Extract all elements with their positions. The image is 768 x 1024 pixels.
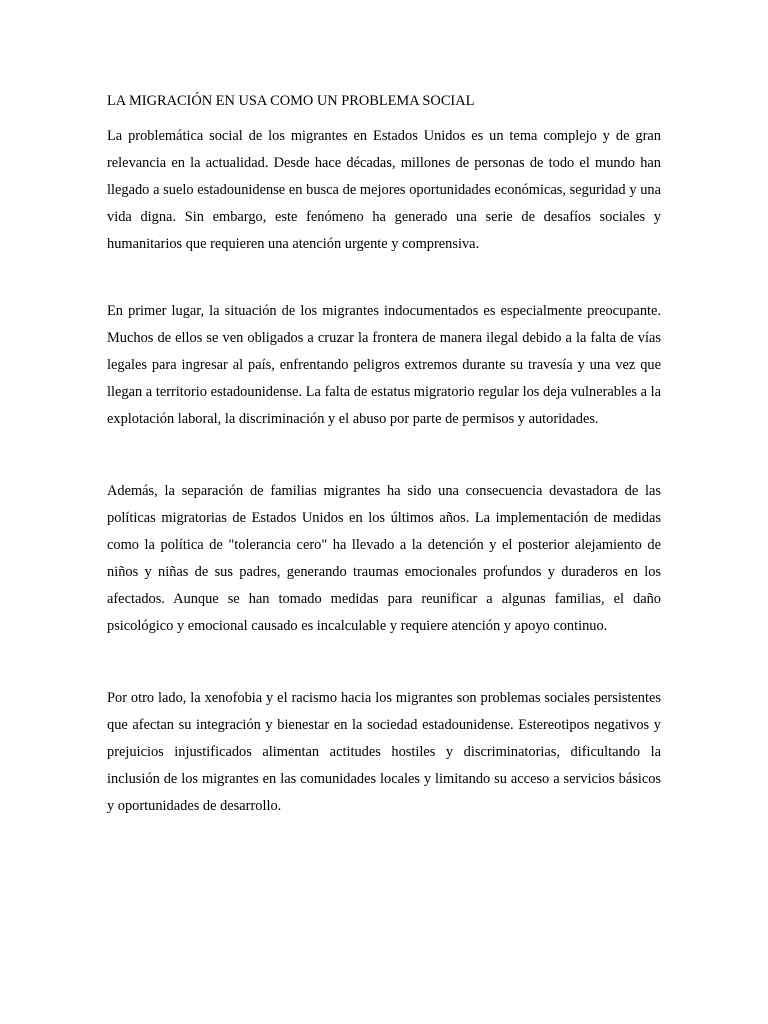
document-title: LA MIGRACIÓN EN USA COMO UN PROBLEMA SOCIAL [107,93,475,109]
paragraph-3: Además, la separación de familias migrantes ha sido una consecuencia devastadora de las políticas migratorias de Estados Unidos en los últimos años. La implementación de medidas como la política de "tolerancia cero" ha llevado a la detención y el posterior alejamiento de niños y niñas de sus padres, generando traumas emocionales profundos y duraderos en los afectados. Aunque se han tomado medidas para reunificar a algunas familias, el daño psicológico y emocional causado es incalculable y requiere atención y apoyo continuo. [107,483,661,634]
paragraph-4: Por otro lado, la xenofobia y el racismo hacia los migrantes son problemas sociales persistentes que afectan su integración y bienestar en la sociedad estadounidense. Estereotipos negativos y prejuicios injustificados alimentan actitudes hostiles y discriminatorias, dificultando la inclusión de los migrantes en las comunidades locales y limitando su acceso a servicios básicos y oportunidades de desarrollo. [107,690,661,814]
paragraph-1: La problemática social de los migrantes en Estados Unidos es un tema complejo y de gran relevancia en la actualidad. Desde hace décadas, millones de personas de todo el mundo han llegado a suelo estadounidense en busca de mejores oportunidades económicas, seguridad y una vida digna. Sin embargo, este fenómeno ha generado una serie de desafíos sociales y humanitarios que requieren una atención urgente y comprensiva. [107,128,661,252]
paragraph-2: En primer lugar, la situación de los migrantes indocumentados es especialmente preocupante. Muchos de ellos se ven obligados a cruzar la frontera de manera ilegal debido a la falta de vías legales para ingresar al país, enfrentando peligros extremos durante su travesía y una vez que llegan a territorio estadounidense. La falta de estatus migratorio regular los deja vulnerables a la explotación laboral, la discriminación y el abuso por parte de permisos y autoridades. [107,303,661,427]
document-body [107,88,661,820]
